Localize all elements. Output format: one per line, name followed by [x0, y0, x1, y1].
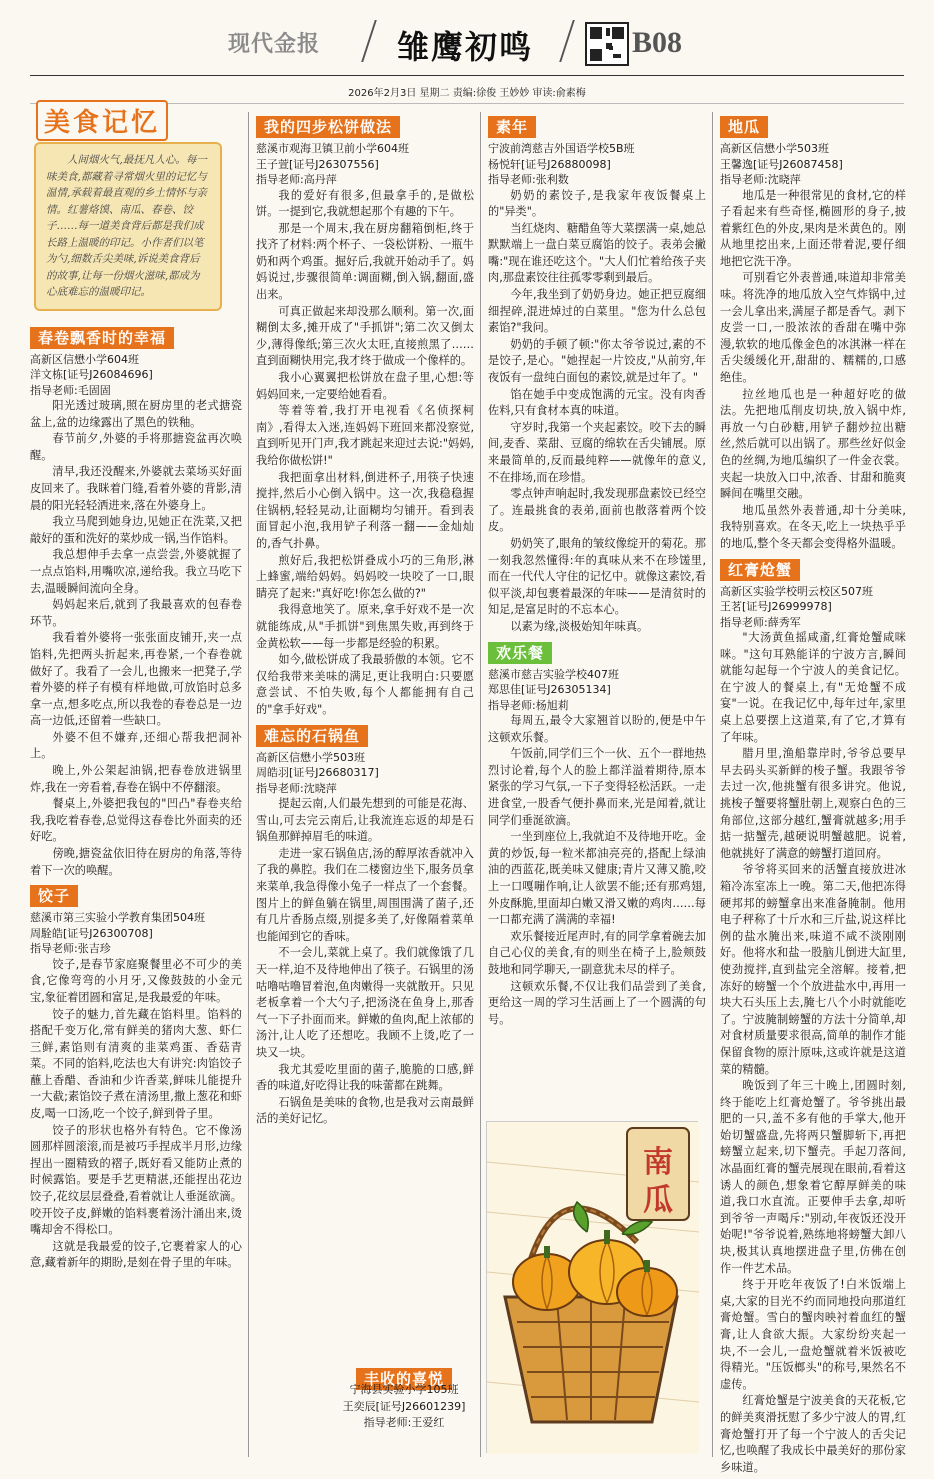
article-paragraph: 晚上,外公架起油锅,把春卷放进锅里炸,我在一旁看着,春卷在锅中不停翻滚。 — [30, 764, 242, 794]
article-teacher: 指导老师:张吉珍 — [30, 942, 111, 956]
article-paragraph: 清早,我还没醒来,外婆就去菜场买好面皮回来了。我眯着门缝,看着外婆的背影,清晨的阳光轻轻洒进来,落在外婆身上。 — [30, 465, 242, 512]
article-paragraph: 阳光透过玻璃,照在厨房里的老式搪瓷盆上,盆的边缘露出了黑色的铁釉。 — [30, 399, 242, 429]
intro-title: 美食记忆 — [36, 100, 168, 141]
article-author: 王子萱[证号J26307556] — [256, 157, 379, 171]
drawing-byline — [336, 1382, 472, 1432]
article-school: 宁海县实验小学105班 — [349, 1383, 459, 1396]
article-paragraph: 以素为缘,淡极始知年味真。 — [510, 619, 649, 633]
article-school: 慈溪市慈吉实验学校407班 — [488, 667, 619, 681]
article-title: 欢乐餐 — [488, 642, 552, 664]
pumpkin-illustration — [487, 1122, 699, 1454]
article-title: 地瓜 — [720, 116, 768, 138]
article-teacher: 指导老师:薛秀军 — [720, 615, 801, 629]
article-paragraph: 春节前夕,外婆的手将那搪瓷盆再次唤醒。 — [30, 432, 242, 462]
article-paragraph: 守岁时,我第一个夹起素饺。咬下去的瞬间,麦香、菜甜、豆腐的绵软在舌尖铺展。原来最简单的,反而最纯粹——就像年的意义,不在排场,而在珍惜。 — [488, 420, 706, 484]
article-paragraph: 我尤其爱吃里面的菌子,脆脆的口感,鲜香的味道,好吃得让我的味蕾都在跳舞。 — [256, 1062, 474, 1093]
article-paragraph: 终于开吃年夜饭了!白米饭端上桌,大家的目光不约而同地投向那道红膏炝蟹。雪白的蟹肉映衬着血红的蟹膏,让人食欲大振。大家纷纷夹起一块,不一会儿,一盘炝蟹就着米饭被吃得精光。"压饭榔头"的称号,果然名不虚传。 — [720, 1278, 906, 1391]
article-paragraph: 这顿欢乐餐,不仅让我们品尝到了美食,更给这一周的学习生活画上了一个圆满的句号。 — [488, 979, 706, 1026]
article — [720, 553, 906, 1477]
article-paragraph: 妈妈起来后,就到了我最喜欢的包春卷环节。 — [30, 598, 242, 628]
article-paragraph: 餐桌上,外婆把我包的"凹凸"春卷夹给我,我吃着春卷,总觉得这春卷比外面卖的还好吃。 — [30, 797, 242, 844]
article-author: 洋文栋[证号J26084696] — [30, 368, 153, 381]
article-title: 春卷飘香时的幸福 — [30, 327, 174, 349]
masthead-rule — [30, 75, 904, 76]
article-school: 宁波前湾慈吉外国语学校5B班 — [488, 142, 635, 155]
article-teacher: 指导老师:张利数 — [488, 173, 569, 186]
article-paragraph: 外婆不但不嫌弃,还细心帮我把洞补上。 — [30, 730, 242, 761]
article — [30, 321, 242, 880]
article-paragraph: 拉丝地瓜也是一种超好吃的做法。先把地瓜削皮切块,放入锅中炸,再放一勺白砂糖,用铲子翻炒拉出糖丝,然后就可以出锅了。那些丝好似金色的丝绸,为地瓜编织了一件金衣裳。夹起一块放入口中,浓香、甘甜和脆爽瞬间在嘴里交融。 — [720, 387, 906, 501]
article-paragraph: 我立马爬到她身边,见她正在洗菜,又把敲好的蛋和洗好的菜炒成一锅,当作馅料。 — [30, 515, 242, 545]
article-paragraph: 地瓜是一种很常见的食材,它的样子看起来有些奇怪,椭圆形的身子,披着紫红色的外皮,果肉是米黄色的。刚从地里挖出来,上面还带着泥,要仔细地把它洗干净。 — [720, 188, 906, 268]
article-paragraph: 那是一个周末,我在厨房翻箱倒柜,终于找齐了材料:两个杯子、一袋松饼粉、一瓶牛奶和两个鸡蛋。掘好后,我就开始动手了。妈妈说过,步骤很简单:调面糊,倒入锅,翻面,盛出来。 — [256, 221, 474, 302]
article-paragraph: 石锅鱼是美味的食物,也是我对云南最鲜活的美好记忆。 — [256, 1095, 474, 1126]
column-divider — [248, 112, 249, 1457]
article-title: 素年 — [488, 116, 536, 138]
article-paragraph: 奶奶的手顿了顿:"你太爷爷说过,素的不是饺子,是心。"她捏起一片饺皮,"从前穷,年夜饭有一盘纯白面包的素饺,就是过年了。" — [488, 337, 706, 385]
article-paragraph: 这就是我最爱的饺子,它裹着家人的心意,藏着新年的期盼,是刻在骨子里的年味。 — [30, 1239, 242, 1270]
article-author: 王奕辰[证号J26601239] — [342, 1399, 466, 1413]
article-paragraph: 奶奶笑了,眼角的皱纹像绽开的菊花。那一刻我忽然懂得:年的真味从来不在珍馐里,而在一代代人守住的记忆中。就像这素饺,看似平淡,却包裹着最深的年味——是清贫时的知足,是富足时的不忘本心。 — [488, 536, 706, 617]
article-school: 高新区信懋小学604班 — [30, 352, 139, 366]
newspaper-brand: 现代金报 — [228, 32, 321, 57]
column-divider — [712, 112, 713, 1457]
article-school: 慈溪市第三实验小学教育集团504班 — [30, 911, 205, 925]
article-paragraph: 一坐到座位上,我就迫不及待地开吃。金黄的炒饭,每一粒米都油亮亮的,搭配上绿油油的西蓝花,既美味又健康;青片又薄又脆,咬上一口嘎嘣作响,让人欲罢不能;还有那鸡翅,外皮酥脆,里面却白嫩又滑又嫩的鸡肉……每一口都充满了满满的幸福! — [488, 830, 706, 927]
article-paragraph: 我得意地笑了。原来,拿手好戏不是一次就能练成,从"手抓饼"到焦黑失败,再到终于金黄松软——每一步都是经验的积累。 — [256, 603, 474, 650]
article-paragraph: 晚饭到了年三十晚上,团圆时刻,终于能吃上红膏炝蟹了。爷爷挑出最肥的一只,盖不多有他的手掌大,他开始切蟹盛盘,先将两只蟹脚斩下,再把螃蟹立起来,切下蟹壳。手起刀落间,冰晶面红膏的蟹壳展现在眼前,看着这诱人的颜色,想象着它醇厚鲜美的味道,我口水直流。正要伸手去拿,却听到爷爷一声喝斥:"别动,年夜饭还没开始呢!"爷爷说着,熟练地将螃蟹大卸八块,极其认真地摆进盘子里,仿佛在创作一件艺术品。 — [720, 1079, 906, 1275]
article-teacher: 指导老师:王爱红 — [363, 1416, 445, 1429]
article-school: 高新区信懋小学503班 — [256, 750, 365, 764]
article-paragraph: 饺子的形状也格外有特色。它不像汤圆那样圆滚滚,而是被巧手捏成半月形,边缘捏出一圈精致的褶子,既好看又能防止煮的时候露馅。要是手艺更精湛,还能捏出花边饺子,花纹层层叠叠,看着就让人垂涎欲滴。咬开饺子皮,鲜嫩的馅料裹着汤汁涌出来,烫嘴却舍不得松口。 — [30, 1123, 242, 1237]
article-paragraph: 我小心翼翼把松饼放在盘子里,心想:等妈妈回来,一定要给她看看。 — [256, 371, 474, 401]
article-paragraph: 可真正做起来却没那么顺利。第一次,面糊倒太多,摊开成了"手抓饼";第二次又倒太少,薄得像纸;第三次火太旺,直接煎黑了……直到面糊快用完,我才终于做成一个像样的。 — [256, 304, 474, 368]
pumpkin-basket-drawing — [486, 1121, 698, 1453]
masthead-divider — [361, 20, 377, 62]
masthead-divider — [559, 20, 575, 62]
article — [256, 719, 474, 1128]
qr-code-icon — [585, 22, 629, 66]
article — [488, 636, 706, 1029]
article-paragraph: 我把面拿出材料,倒进杯子,用筷子快速搅拌,然后小心倒入锅中。这一次,我稳稳握住锅柄,轻轻晃动,让面糊均匀铺开。看到表面冒起小泡,我用铲子利落一翻——金灿灿的,香气扑鼻。 — [256, 470, 474, 550]
article-paragraph: 奶奶的素饺子,是我家年夜饭餐桌上的"异类"。 — [488, 188, 706, 219]
article-paragraph: 提起云南,人们最先想到的可能是花海、雪山,可去完云南后,让我流连忘返的却是石锅鱼那鲜掉眉毛的味道。 — [256, 797, 474, 844]
article-author: 周駩皓[证号J26300708] — [30, 926, 153, 940]
article-title: 红膏炝蟹 — [720, 559, 800, 581]
article-paragraph: 等着等着,我打开电视看《名侦探柯南》,看得太入迷,连妈妈下班回来都没察觉,直到听见开门声,我才跳起来迎过去说:"妈妈,我给你做松饼!" — [256, 404, 474, 467]
article-paragraph: 我看着外婆将一张张面皮铺开,夹一点馅料,先把两头折起来,再卷紧,一个春卷就做好了。我看了一会儿,也搬来一把凳子,学着外婆的样子有模有样地做,可放馅时总多拿一点,想多吃点,所以我卷的春卷总是一边高一边低,还留着一些缺口。 — [30, 631, 242, 728]
intro-text: 人间烟火气,最抚凡人心。每一味美食,都藏着寻常烟火里的记忆与温情,承载着最直观的乡土情怀与亲情。红薯烙馍、南瓜、春卷、饺子……每一道美食背后都是我们成长路上温暖的印记。小作者们以笔为勺,细数舌尖美味,诉说美食背后的故事,让每一份烟火滋味,都成为心底难忘的温暖印记。 — [46, 154, 207, 298]
article-paragraph: 我的爱好有很多,但最拿手的,是做松饼。一提到它,我就想起那个有趣的下午。 — [256, 188, 474, 219]
article-title: 难忘的石锅鱼 — [256, 725, 368, 747]
article — [488, 110, 706, 636]
article-author: 王馨逸[证号J26087458] — [720, 157, 843, 171]
article-author: 周皓羽[证号J26680317] — [256, 766, 379, 779]
column-2 — [256, 110, 474, 1375]
article-paragraph: 每周五,最令大家翘首以盼的,便是中午这顿欢乐餐。 — [488, 714, 706, 744]
article-title: 饺子 — [30, 885, 78, 907]
column-1 — [30, 110, 242, 1455]
article-paragraph: 欢乐餐接近尾声时,有的同学拿着碗去加自己心仪的美食,有的则坐在椅子上,脸颊鼓鼓地和同学聊天,一副意犹未尽的样子。 — [488, 929, 706, 976]
article — [256, 110, 474, 719]
article-author: 郑思佳[证号J26305134] — [488, 683, 611, 697]
article-author: 杨悦轩[证号J26880098] — [488, 157, 611, 171]
article-paragraph: 当红烧肉、糖醋鱼等大菜摆满一桌,她总默默端上一盘白菜豆腐馅的饺子。表弟会撇嘴:"现在谁还吃这个。"大人们忙着给孩子夹肉,那盘素饺往往孤零零剩到最后。 — [488, 221, 706, 285]
article-author: 王茗[证号J26999978] — [720, 600, 832, 614]
article-paragraph: 馅在她手中变成饱满的元宝。没有肉香佐料,只有食材本真的味道。 — [488, 387, 706, 418]
article-paragraph: 傍晚,搪瓷盆依旧待在厨房的角落,等待着下一次的唤醒。 — [30, 847, 242, 877]
article-school: 慈溪市观海卫镇卫前小学604班 — [256, 142, 409, 155]
article-teacher: 指导老师:沈晓萍 — [720, 173, 801, 186]
article-teacher: 指导老师:杨旭莉 — [488, 698, 569, 712]
drawing-character: 瓜 — [643, 1183, 673, 1218]
column-4 — [720, 110, 906, 1474]
article-paragraph: 红膏炝蟹是宁波美食的天花板,它的鲜美爽滑抚慰了多少宁波人的胃,红膏炝蟹打开了每一个宁波人的舌尖记忆,也唤醒了我成长中最美好的那份家乡味道。 — [720, 1394, 906, 1474]
drawing-character: 南 — [643, 1145, 673, 1180]
article-paragraph: 不一会儿,菜就上桌了。我们就像饿了几天一样,迫不及待地伸出了筷子。石锅里的汤咕噜咕噜冒着泡,鱼肉嫩得一夹就散开。只见老板拿着一个大勺子,把汤浇在鱼身上,那香气一下子扑面而来。鲜嫩的鱼肉,配上浓郁的汤汁,让人吃了还想吃。我顾不上烫,吃了一块又一块。 — [256, 946, 474, 1059]
article-paragraph: 爷爷将买回来的活蟹直接放进冰箱冷冻室冻上一晚。第二天,他把冻得硬邦邦的螃蟹拿出来准备腌制。他用电子秤称了十斤水和三斤盐,说这样比例的盐水腌出来,味道不咸不淡刚刚好。他将水和盐一股脑儿倒进大缸里,使劲搅拌,直到盐完全溶解。接着,把冻好的螃蟹一个个放进盐水中,再用一块大石头压上去,腌七八个小时就能吃了。宁波腌制螃蟹的方法十分简单,却对食材质量要求很高,简单的制作才能保留食物的原汁原味,这或许就是这道菜的精髓。 — [720, 863, 906, 1076]
column-divider — [480, 112, 481, 1457]
masthead — [0, 0, 934, 99]
page-number: B08 — [632, 26, 683, 59]
intro-box — [34, 142, 222, 311]
article-paragraph: "大汤黄鱼摇咸齑,红膏炝蟹咸咪咪。"这句耳熟能详的宁波方言,瞬间就能勾起每一个宁波人的美食记忆。在宁波人的餐桌上,有"无炝蟹不成宴"一说。在我记忆中,每年过年,家里桌上总要摆上这道菜,有了它,才算有了年味。 — [720, 631, 906, 744]
article-paragraph: 我总想伸手去拿一点尝尝,外婆就握了一点点馅料,用嘴吹凉,递给我。我立马吃下去,温暖瞬间流向全身。 — [30, 548, 242, 595]
article — [30, 879, 242, 1272]
article-paragraph: 零点钟声响起时,我发现那盘素饺已经空了。连最挑食的表弟,面前也散落着两个饺皮。 — [488, 487, 706, 534]
article-paragraph: 今年,我坐到了奶奶身边。她正把豆腐细细捏碎,混进焯过的白菜里。"您为什么总包素馅?"我问。 — [488, 288, 706, 335]
article-paragraph: 如今,做松饼成了我最骄傲的本领。它不仅给我带来美味的满足,更让我明白:只要愿意尝试、不怕失败,每个人都能拥有自己的"拿手好戏"。 — [256, 653, 474, 716]
article-paragraph: 饺子的魅力,首先藏在馅料里。馅料的搭配千变万化,常有鲜美的猪肉大葱、虾仁三鲜,素馅则有清爽的韭菜鸡蛋、香菇青菜。不同的馅料,吃法也大有讲究:肉馅饺子蘸上香醋、香油和少许香菜,鲜味儿能提升一大截;素馅饺子煮在清汤里,撒上葱花和虾皮,喝一口汤,吃一个饺子,鲜到骨子里。 — [30, 1007, 242, 1121]
dateline: 2026年2月3日 星期二 责编:徐俊 王妙妙 审读:俞素梅 — [348, 88, 586, 99]
article-teacher: 指导老师:沈晓萍 — [256, 781, 337, 795]
article-paragraph: 可别看它外表普通,味道却非常美味。将洗净的地瓜放入空气炸锅中,过一会儿拿出来,满屋子都是香气。剥下皮尝一口,一股浓浓的香甜在嘴中弥漫,软软的地瓜像金色的冰淇淋一样在舌尖缓缓化开,甜甜的、糯糯的,口感绝佳。 — [720, 271, 906, 385]
article-paragraph: 饺子,是春节家庭聚餐里必不可少的美食,它像弯弯的小月牙,又像鼓鼓的小金元宝,象征着团圆和富足,是我最爱的年味。 — [30, 957, 242, 1004]
article-teacher: 指导老师:高丹萍 — [256, 173, 337, 186]
article-paragraph: 走进一家石锅鱼店,汤的醇厚浓香就冲入了我的鼻腔。我们在二楼窗边坐下,服务员拿来菜单,我急得像小兔子一样点了一个套餐。图片上的鲜鱼躺在锅里,周围围满了菌子,还有几片香肠点缀,别提多美了,好像隔着菜单也能闻到它的香味。 — [256, 846, 474, 943]
article-school: 高新区实验学校明云校区507班 — [720, 584, 873, 598]
article-school: 高新区信懋小学503班 — [720, 142, 829, 155]
article-paragraph: 地瓜虽然外表普通,却十分美味,我特别喜欢。在冬天,吃上一块热乎乎的地瓜,整个冬天都会变得格外温暖。 — [720, 503, 906, 550]
article — [720, 110, 906, 553]
article-title: 丰收的喜悦 — [356, 1368, 452, 1390]
article-paragraph: 腊月里,渔船靠岸时,爷爷总要早早去码头买新鲜的梭子蟹。我跟爷爷去过一次,他挑蟹有很多讲究。他说,挑梭子蟹要将蟹肚朝上,观察白色的三角部位,这部分越红,蟹膏就越多;用手掂一掂蟹壳,越硬说明蟹越肥。说着,他就挑好了满意的螃蟹打道回府。 — [720, 747, 906, 860]
article-paragraph: 午饭前,同学们三个一伙、五个一群地热烈讨论着,每个人的脸上都洋溢着期待,原本紧张的学习气氛,一下子变得轻松活跃。一走进食堂,一股香气便扑鼻而来,光是闻着,就让同学们垂涎欲滴。 — [488, 747, 706, 827]
section-title: 雏鹰初鸣 — [397, 28, 534, 66]
column-3 — [488, 110, 706, 1115]
article-title: 我的四步松饼做法 — [256, 116, 400, 138]
article-teacher: 指导老师:毛固固 — [30, 383, 111, 397]
article-paragraph: 煎好后,我把松饼叠成小巧的三角形,淋上蜂蜜,端给妈妈。妈妈咬一块咬了一口,眼睛亮了起来:"真好吃!你怎么做的?" — [256, 553, 474, 600]
